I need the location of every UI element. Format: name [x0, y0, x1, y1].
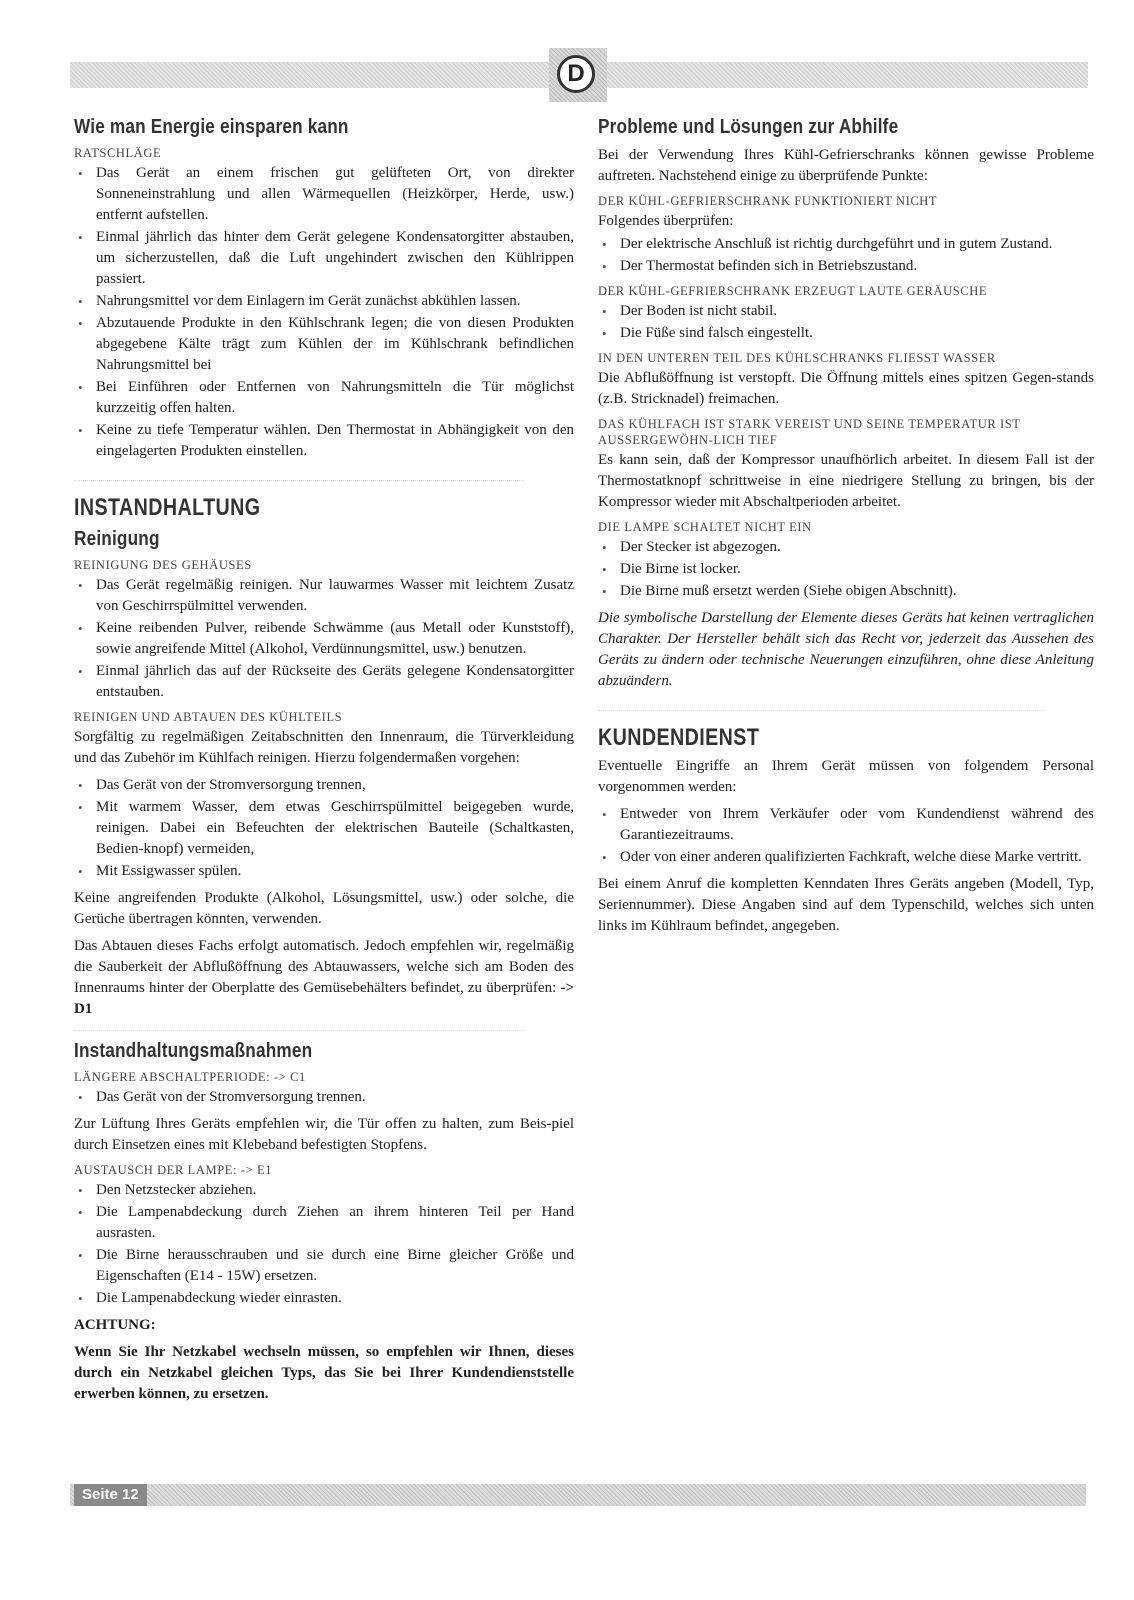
gehaeuse-list [74, 575, 574, 703]
abtauen-list [74, 775, 574, 882]
problem-3-label: IN DEN UNTEREN TEIL DES KÜHLSCHRANKS FLIESST WASSER [598, 351, 996, 365]
list-item: • Die Füße sind falsch eingestellt. [598, 323, 1094, 344]
abtauen-paragraph-2 [74, 936, 574, 1020]
abtauen-figure-ref: -> D1 [74, 980, 574, 1017]
language-badge: D [557, 55, 595, 93]
list-item: • Die Birne ist locker. [598, 559, 1094, 580]
list-item: • Die Lampenabdeckung durch Ziehen an ihrem hinteren Teil per Hand ausrasten. [74, 1202, 574, 1244]
list-item: • Das Gerät von der Stromversorgung trennen. [74, 1087, 574, 1108]
kundendienst-title: KUNDENDIENST [598, 724, 760, 751]
list-item: • Die Birne herausschrauben und sie durch eine Birne gleicher Größe und Eigenschaften (E14 - 15W) ersetzen. [74, 1245, 574, 1287]
divider [74, 1030, 524, 1032]
abtauen-intro: Sorgfältig zu regelmäßigen Zeitabschnitten den Innenraum, die Türverkleidung und das Zubehör im Kühlfach reinigen. Hierzu folgendermaßen vorgehen: [74, 729, 574, 766]
problem-4-text: Es kann sein, daß der Kompressor unaufhörlich arbeitet. In diesem Fall ist der Thermostatknopf schrittweise in eine niedrigere Stellung zu bringen, bis der Kompressor wieder mit Abschaltperioden arbeitet. [598, 452, 1094, 510]
abtauen-paragraph-1: Keine angreifenden Produkte (Alkohol, Lösungsmittel, usw.) oder solche, die Gerüche übertragen könnten, verwenden. [74, 890, 574, 927]
list-item: • Das Gerät an einem frischen gut gelüfteten Ort, von direkter Sonneneinstrahlung und allen Wärmequellen (Heizkörper, Herde, usw.) entfernt aufstellen. [74, 163, 574, 226]
problem-2-label: DER KÜHL-GEFRIERSCHRANK ERZEUGT LAUTE GERÄUSCHE [598, 284, 988, 298]
problem-1-intro: Folgendes überprüfen: [598, 213, 734, 229]
list-item: • Der Thermostat befinden sich in Betriebszustand. [598, 256, 1094, 277]
list-item: • Die Birne muß ersetzt werden (Siehe obigen Abschnitt). [598, 581, 1094, 602]
list-item: • Nahrungsmittel vor dem Einlagern im Gerät zunächst abkühlen lassen. [74, 291, 574, 312]
divider [598, 710, 1044, 712]
list-item: • Der Boden ist nicht stabil. [598, 301, 1094, 322]
kundendienst-list [598, 804, 1094, 868]
problem-1-label: DER KÜHL-GEFRIERSCHRANK FUNKTIONIERT NICHT [598, 194, 938, 208]
reinigung-title: Reinigung [74, 528, 160, 550]
problem-2-list [598, 301, 1094, 344]
ratschlage-list [74, 163, 574, 462]
list-item: • Der Stecker ist abgezogen. [598, 537, 1094, 558]
lampe-label: AUSTAUSCH DER LAMPE: -> E1 [74, 1163, 273, 1177]
achtung-text: Wenn Sie Ihr Netzkabel wechseln müssen, so empfehlen wir Ihnen, dieses durch ein Netzkabel gleichen Typs, das Sie bei Ihrer Kundendienststelle erwerben können, zu ersetzen. [74, 1344, 574, 1402]
abschalt-paragraph: Zur Lüftung Ihres Geräts empfehlen wir, die Tür offen zu halten, zum Beis-piel durch Einsetzen eines mit Klebeband befestigten Stopfens. [74, 1116, 574, 1153]
probleme-intro: Bei der Verwendung Ihres Kühl-Gefrierschranks können gewisse Probleme auftreten. Nachstehend einige zu überprüfende Punkte: [598, 147, 1094, 184]
instandhaltung-title: INSTANDHALTUNG [74, 494, 261, 521]
list-item: • Einmal jährlich das hinter dem Gerät gelegene Kondensatorgitter abstauben, um sicherzustellen, daß die Luft ungehindert zwischen den Kühlrippen passiert. [74, 227, 574, 290]
list-item: • Die Lampenabdeckung wieder einrasten. [74, 1288, 574, 1309]
abtauen-paragraph-2-text: Das Abtauen dieses Fachs erfolgt automatisch. Jedoch empfehlen wir, regelmäßig die Sauberkeit der Abflußöffnung des Abtauwassers, welche sich am Boden des Innenraums hinter der Oberplatte des Gemüsebehälters befindet, zu überprüfen: [74, 938, 574, 996]
header-band-left [70, 62, 550, 88]
page-number: Seite 12 [74, 1484, 147, 1506]
abschalt-list [74, 1087, 574, 1108]
abschalt-label: LÄNGERE ABSCHALTPERIODE: -> C1 [74, 1070, 306, 1084]
left-column [74, 110, 574, 1411]
abtauen-label: REINIGEN UND ABTAUEN DES KÜHLTEILS [74, 710, 343, 724]
ratschlage-label: RATSCHLÄGE [74, 146, 162, 160]
list-item: • Entweder von Ihrem Verkäufer oder vom Kundendienst während des Garantiezeitraums. [598, 804, 1094, 846]
kundendienst-paragraph: Bei einem Anruf die kompletten Kenndaten Ihres Geräts angeben (Modell, Typ, Seriennummer). Diese Angaben sind auf dem Typenschild, welches sich unten links im Kühlraum befindet, angegeben. [598, 876, 1094, 934]
lampe-list [74, 1180, 574, 1309]
list-item: • Oder von einer anderen qualifizierten Fachkraft, welche diese Marke vertritt. [598, 847, 1094, 868]
footer-band [70, 1484, 1086, 1506]
list-item: • Den Netzstecker abziehen. [74, 1180, 574, 1201]
achtung-label: ACHTUNG: [74, 1317, 156, 1333]
kundendienst-intro: Eventuelle Eingriffe an Ihrem Gerät müssen von folgendem Personal vorgenommen werden: [598, 758, 1094, 795]
divider [74, 480, 524, 482]
list-item: • Keine zu tiefe Temperatur wählen. Den Thermostat in Abhängigkeit von den eingelagerten Produkten einstellen. [74, 420, 574, 462]
list-item: • Einmal jährlich das auf der Rückseite des Geräts gelegene Kondensatorgitter entstauben. [74, 661, 574, 703]
right-column [598, 110, 1094, 943]
list-item: • Keine reibenden Pulver, reibende Schwämme (aus Metall oder Kunststoff), sowie angreifende Mittel (Alkohol, Verdünnungsmittel, usw.) benutzen. [74, 618, 574, 660]
problem-1-list [598, 234, 1094, 277]
list-item: • Das Gerät von der Stromversorgung trennen, [74, 775, 574, 796]
problem-5-label: DIE LAMPE SCHALTET NICHT EIN [598, 520, 812, 534]
gehaeuse-label: REINIGUNG DES GEHÄUSES [74, 558, 252, 572]
disclaimer: Die symbolische Darstellung der Elemente dieses Geräts hat keinen vertraglichen Charakter. Der Hersteller behält sich das Recht vor, jederzeit das Aussehen des Geräts zu ändern oder technische Neuerungen einzuführen, ohne diese Anleitung abzuändern. [598, 610, 1094, 689]
list-item: • Mit Essigwasser spülen. [74, 861, 574, 882]
list-item: • Der elektrische Anschluß ist richtig durchgeführt und in gutem Zustand. [598, 234, 1094, 255]
massnahmen-title: Instandhaltungsmaßnahmen [74, 1040, 313, 1062]
list-item: • Mit warmem Wasser, dem etwas Geschirrspülmittel beigegeben wurde, reinigen. Dabei ein Befeuchten der elektrischen Bauteile (Schaltkasten, Bedien-knopf) vermeiden, [74, 797, 574, 860]
problem-5-list [598, 537, 1094, 602]
energy-title: Wie man Energie einsparen kann [74, 116, 349, 138]
problem-3-text: Die Abflußöffnung ist verstopft. Die Öffnung mittels eines spitzen Gegen-stands (z.B. Stricknadel) freimachen. [598, 370, 1094, 407]
header-band-right [606, 62, 1088, 88]
list-item: • Bei Einführen oder Entfernen von Nahrungsmitteln die Tür möglichst kurzzeitig offen halten. [74, 377, 574, 419]
list-item: • Abzutauende Produkte in den Kühlschrank legen; die von diesen Produkten abgegebene Kälte trägt zum Kühlen der im Kühlschrank befindlichen Nahrungsmittel bei [74, 313, 574, 376]
problem-4-label: DAS KÜHLFACH IST STARK VEREIST UND SEINE TEMPERATUR IST AUSSERGEWÖHN-LICH TIEF [598, 417, 1021, 447]
list-item: • Das Gerät regelmäßig reinigen. Nur lauwarmes Wasser mit leichtem Zusatz von Geschirrspülmittel verwenden. [74, 575, 574, 617]
probleme-title: Probleme und Lösungen zur Abhilfe [598, 116, 899, 138]
